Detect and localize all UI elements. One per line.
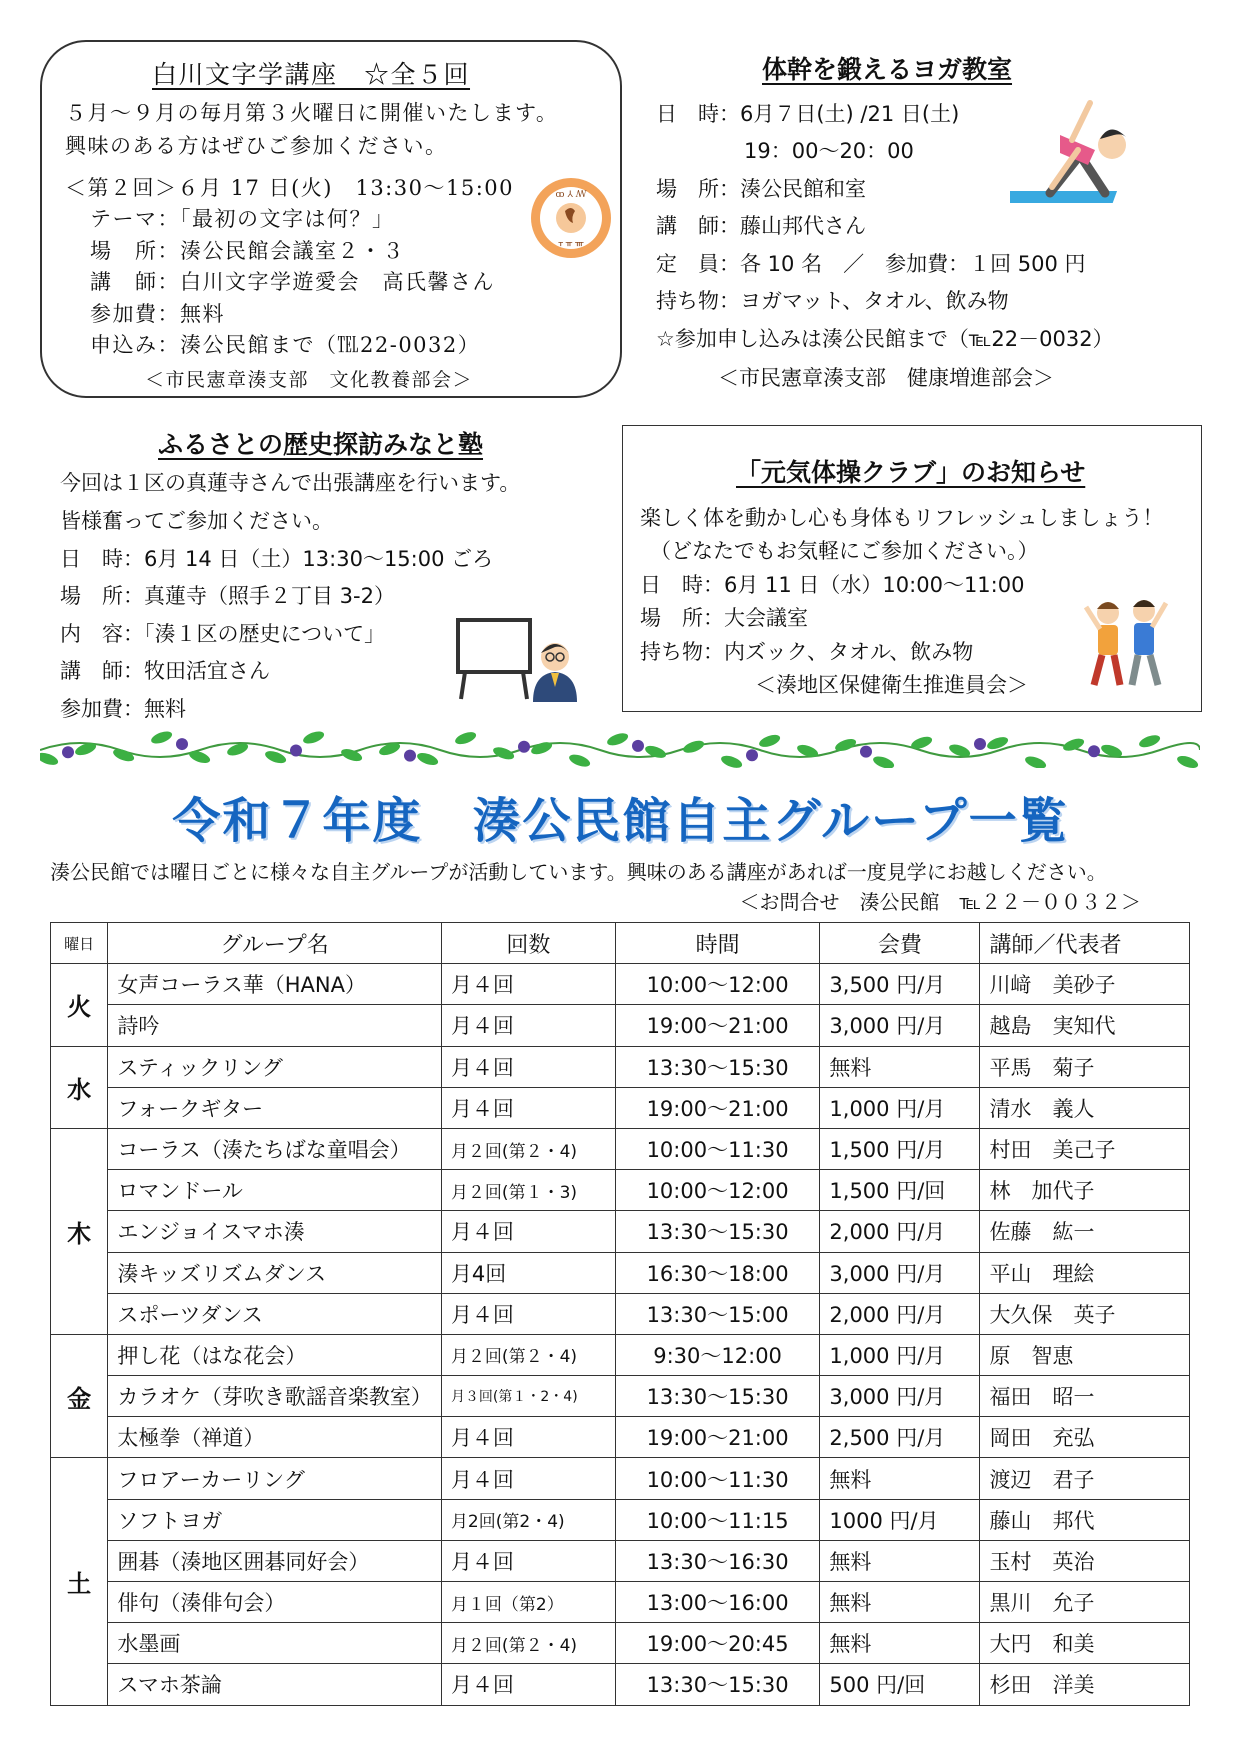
count-cell: 月４回 — [441, 1005, 615, 1046]
vine-leaf — [1138, 733, 1162, 750]
leader-cell: 佐藤 紘一 — [980, 1211, 1190, 1252]
yoga-line: ＜市民憲章湊支部 健康増進部会＞ — [718, 366, 1054, 390]
group-name-cell: 女声コーラス華（HANA） — [108, 964, 442, 1005]
shirakawa-line: 参加費：無料 — [90, 302, 225, 326]
time-cell: 13:30～16:30 — [615, 1540, 820, 1581]
group-name-cell: スポーツダンス — [108, 1293, 442, 1334]
leader-cell: 平馬 菊子 — [980, 1046, 1190, 1087]
time-cell: 13:30～15:30 — [615, 1376, 820, 1417]
yoga-line: 講 師：藤山邦代さん — [656, 214, 866, 238]
time-cell: 13:30～15:00 — [615, 1293, 820, 1334]
shirakawa-line: ＜第２回＞６月 17 日(火) 13:30～15:00 — [65, 176, 514, 200]
yoga-person-icon — [1010, 95, 1140, 207]
group-name-cell: スティックリング — [108, 1046, 442, 1087]
group-name-cell: 押し花（はな花会） — [108, 1334, 442, 1375]
header-group: グループ名 — [108, 923, 442, 964]
table-row — [51, 1087, 1190, 1128]
genki-line: 持ち物：内ズック、タオル、飲み物 — [640, 640, 974, 664]
group-name-cell: カラオケ（芽吹き歌謡音楽教室） — [108, 1376, 442, 1417]
vine-flower — [404, 750, 416, 762]
time-cell: 19:00～21:00 — [615, 1087, 820, 1128]
table-row — [51, 1005, 1190, 1046]
leader-cell: 黒川 允子 — [980, 1582, 1190, 1623]
vine-flower — [860, 746, 872, 758]
vine-leaf — [1176, 754, 1200, 768]
vine-leaf — [720, 753, 744, 768]
fee-cell: 1,000 円/月 — [820, 1087, 980, 1128]
count-cell: 月２回(第２・4) — [441, 1334, 615, 1375]
count-cell: 月2回(第2・4) — [441, 1499, 615, 1540]
table-row — [51, 1623, 1190, 1664]
shirakawa-line: ＜市民憲章湊支部 文化教養部会＞ — [145, 369, 474, 391]
vine-leaf — [758, 732, 782, 749]
table-row — [51, 1252, 1190, 1293]
history-line: 場 所：真蓮寺（照手２丁目 3-2） — [60, 584, 395, 608]
count-cell: 月４回 — [441, 1664, 615, 1705]
time-cell: 19:00～20:45 — [615, 1623, 820, 1664]
table-row — [51, 1582, 1190, 1623]
header-leader: 講師／代表者 — [980, 923, 1190, 964]
exercising-people-icon — [1080, 595, 1170, 690]
yoga-line: 場 所：湊公民館和室 — [656, 177, 866, 201]
count-cell: 月４回 — [441, 1087, 615, 1128]
leader-cell: 原 智恵 — [980, 1334, 1190, 1375]
vine-flower — [746, 749, 758, 761]
leader-cell: 岡田 充弘 — [980, 1417, 1190, 1458]
day-cell: 金 — [51, 1334, 108, 1458]
table-row — [51, 1293, 1190, 1334]
leader-cell: 玉村 英治 — [980, 1540, 1190, 1581]
day-cell: 火 — [51, 964, 108, 1046]
groups-title: 令和７年度 湊公民館自主グループ一覧 — [172, 793, 1069, 849]
time-cell: 10:00～11:15 — [615, 1499, 820, 1540]
groups-contact: ＜お問合せ 湊公民館 ℡２２－００３２＞ — [739, 890, 1141, 914]
vine-leaf — [682, 738, 706, 755]
table-row — [51, 1417, 1190, 1458]
time-cell: 9:30～12:00 — [615, 1334, 820, 1375]
table-row — [51, 1540, 1190, 1581]
vine-flower — [290, 745, 302, 757]
table-row — [51, 964, 1190, 1005]
groups-table — [50, 922, 1190, 1706]
table-row — [51, 1170, 1190, 1211]
fee-cell: 1,500 円/月 — [820, 1128, 980, 1169]
count-cell: 月２回(第２・4) — [441, 1623, 615, 1664]
count-cell: 月１回（第2） — [441, 1582, 615, 1623]
leader-cell: 林 加代子 — [980, 1170, 1190, 1211]
shirakawa-line: テーマ：「最初の文字は何？」 — [90, 207, 395, 231]
table-row — [51, 1211, 1190, 1252]
leader-cell: 杉田 洋美 — [980, 1664, 1190, 1705]
genki-line: 楽しく体を動かし心も身体もリフレッシュしましょう！ — [640, 506, 1164, 530]
svg-text:ꝏ ⅄ ꟿ: ꝏ ⅄ ꟿ — [555, 190, 587, 200]
header-fee: 会費 — [820, 923, 980, 964]
leader-cell: 渡辺 君子 — [980, 1458, 1190, 1499]
table-row — [51, 1499, 1190, 1540]
time-cell: 13:00～16:00 — [615, 1582, 820, 1623]
teacher-board-icon — [455, 617, 580, 702]
history-line: 内 容：「湊１区の歴史について」 — [60, 622, 386, 646]
day-cell: 木 — [51, 1128, 108, 1334]
vine-leaf — [530, 740, 554, 757]
header-count: 回数 — [441, 923, 615, 964]
day-cell: 土 — [51, 1458, 108, 1705]
leader-cell: 福田 昭一 — [980, 1376, 1190, 1417]
group-name-cell: 詩吟 — [108, 1005, 442, 1046]
count-cell: 月4回 — [441, 1252, 615, 1293]
vine-leaf — [492, 745, 516, 762]
group-name-cell: 俳句（湊俳句会） — [108, 1582, 442, 1623]
yoga-title: 体幹を鍛えるヨガ教室 — [762, 55, 1013, 84]
vine-flower — [632, 740, 644, 752]
count-cell: 月４回 — [441, 1211, 615, 1252]
vine-leaf — [454, 730, 478, 747]
group-name-cell: コーラス（湊たちばな童唱会） — [108, 1128, 442, 1169]
time-cell: 10:00～11:30 — [615, 1128, 820, 1169]
table-row — [51, 1128, 1190, 1169]
time-cell: 19:00～21:00 — [615, 1417, 820, 1458]
vine-leaf — [568, 752, 592, 768]
yoga-line: ☆参加申し込みは湊公民館まで（℡22－0032） — [656, 327, 1114, 351]
time-cell: 13:30～15:30 — [615, 1664, 820, 1705]
history-line: 日 時：6月 14 日（土）13:30～15:00 ごろ — [60, 547, 494, 571]
shirakawa-line: 場 所：湊公民館会議室２・３ — [90, 239, 405, 263]
time-cell: 19:00～21:00 — [615, 1005, 820, 1046]
vine-flower — [518, 741, 530, 753]
fee-cell: 2,000 円/月 — [820, 1211, 980, 1252]
leader-cell: 藤山 邦代 — [980, 1499, 1190, 1540]
yoga-line: 定 員：各 10 名 ／ 参加費：１回 500 円 — [656, 252, 1086, 276]
vine-leaf — [606, 731, 630, 748]
table-row — [51, 1458, 1190, 1499]
group-name-cell: エンジョイスマホ湊 — [108, 1211, 442, 1252]
fee-cell: 1,500 円/回 — [820, 1170, 980, 1211]
count-cell: 月４回 — [441, 1417, 615, 1458]
fee-cell: 500 円/回 — [820, 1664, 980, 1705]
count-cell: 月４回 — [441, 1046, 615, 1087]
history-line: 参加費：無料 — [60, 697, 186, 721]
vine-flower — [974, 738, 986, 750]
time-cell: 10:00～12:00 — [615, 964, 820, 1005]
fee-cell: 無料 — [820, 1582, 980, 1623]
vine-leaf — [416, 751, 440, 768]
day-cell: 水 — [51, 1046, 108, 1128]
fee-cell: 無料 — [820, 1623, 980, 1664]
fee-cell: 1000 円/月 — [820, 1499, 980, 1540]
header-day: 曜日 — [51, 923, 108, 964]
fee-cell: 2,000 円/月 — [820, 1293, 980, 1334]
genki-line: 日 時：6月 11 日（水）10:00～11:00 — [640, 573, 1025, 597]
group-name-cell: スマホ茶論 — [108, 1664, 442, 1705]
count-cell: 月４回 — [441, 964, 615, 1005]
vine-leaf — [40, 750, 60, 767]
svg-text:ᚁ ᚂ ᚃ: ᚁ ᚂ ᚃ — [558, 238, 584, 248]
vine-leaf — [872, 754, 896, 768]
vine-decoration — [40, 728, 1200, 768]
genki-line: ＜湊地区保健衛生推進員会＞ — [755, 673, 1028, 697]
leader-cell: 清水 義人 — [980, 1087, 1190, 1128]
shirakawa-title: 白川文字学講座 ☆全５回 — [152, 60, 471, 89]
group-name-cell: フォークギター — [108, 1087, 442, 1128]
fee-cell: 1,000 円/月 — [820, 1334, 980, 1375]
genki-title: 「元気体操クラブ」のお知らせ — [736, 458, 1086, 487]
yoga-line: 日 時：6月７日(土) /21 日(土) — [656, 102, 960, 126]
fee-cell: 3,000 円/月 — [820, 1376, 980, 1417]
fee-cell: 2,500 円/月 — [820, 1417, 980, 1458]
vine-leaf — [150, 729, 174, 746]
time-cell: 16:30～18:00 — [615, 1252, 820, 1293]
vine-flower — [1088, 745, 1100, 757]
table-row — [51, 1046, 1190, 1087]
genki-line: （どなたでもお気軽にご参加ください。） — [650, 539, 1039, 563]
leader-cell: 大久保 英子 — [980, 1293, 1190, 1334]
history-line: 皆様奮ってご参加ください。 — [60, 509, 333, 533]
table-header-row — [51, 923, 1190, 964]
table-row — [51, 1376, 1190, 1417]
shirakawa-seal-icon — [528, 175, 614, 261]
group-name-cell: ソフトヨガ — [108, 1499, 442, 1540]
time-cell: 10:00～12:00 — [615, 1170, 820, 1211]
leader-cell: 平山 理絵 — [980, 1252, 1190, 1293]
group-name-cell: 水墨画 — [108, 1623, 442, 1664]
fee-cell: 無料 — [820, 1046, 980, 1087]
count-cell: 月２回(第２・4) — [441, 1128, 615, 1169]
time-cell: 13:30～15:30 — [615, 1046, 820, 1087]
leader-cell: 越島 実知代 — [980, 1005, 1190, 1046]
fee-cell: 無料 — [820, 1458, 980, 1499]
vine-flower — [176, 738, 188, 750]
fee-cell: 3,000 円/月 — [820, 1252, 980, 1293]
leader-cell: 川﨑 美砂子 — [980, 964, 1190, 1005]
shirakawa-line: 興味のある方はぜひご参加ください。 — [65, 134, 448, 158]
genki-line: 場 所：大会議室 — [640, 606, 808, 630]
history-title: ふるさとの歴史探訪みなと塾 — [158, 430, 484, 459]
shirakawa-line: 講 師：白川文字学遊愛会 高氏馨さん — [90, 270, 495, 294]
leader-cell: 大円 和美 — [980, 1623, 1190, 1664]
count-cell: 月４回 — [441, 1458, 615, 1499]
count-cell: 月４回 — [441, 1540, 615, 1581]
header-time: 時間 — [615, 923, 820, 964]
group-name-cell: ロマンドール — [108, 1170, 442, 1211]
group-name-cell: 太極拳（禅道） — [108, 1417, 442, 1458]
yoga-line: 19：00～20：00 — [744, 139, 914, 163]
groups-intro: 湊公民館では曜日ごとに様々な自主グループが活動しています。興味のある講座があれば一度見学にお越しください。 — [50, 860, 1107, 884]
group-name-cell: 湊キッズリズムダンス — [108, 1252, 442, 1293]
history-line: 講 師：牧田活宜さん — [60, 659, 270, 683]
count-cell: 月４回 — [441, 1293, 615, 1334]
fee-cell: 無料 — [820, 1540, 980, 1581]
table-row — [51, 1334, 1190, 1375]
fee-cell: 3,500 円/月 — [820, 964, 980, 1005]
count-cell: 月２回(第１・3) — [441, 1170, 615, 1211]
vine-leaf — [644, 743, 668, 760]
fee-cell: 3,000 円/月 — [820, 1005, 980, 1046]
shirakawa-line: 申込み：湊公民館まで（℡22-0032） — [90, 333, 481, 357]
table-row — [51, 1664, 1190, 1705]
time-cell: 13:30～15:30 — [615, 1211, 820, 1252]
vine-leaf — [1024, 754, 1048, 768]
vine-flower — [62, 746, 74, 758]
time-cell: 10:00～11:30 — [615, 1458, 820, 1499]
group-name-cell: フロアーカーリング — [108, 1458, 442, 1499]
history-line: 今回は１区の真蓮寺さんで出張講座を行います。 — [60, 471, 521, 495]
vine-leaf — [302, 729, 326, 746]
leader-cell: 村田 美己子 — [980, 1128, 1190, 1169]
count-cell: 月３回(第１・2・4) — [441, 1376, 615, 1417]
shirakawa-line: ５月～９月の毎月第３火曜日に開催いたします。 — [65, 101, 559, 125]
group-name-cell: 囲碁（湊地区囲碁同好会） — [108, 1540, 442, 1581]
yoga-line: 持ち物：ヨガマット、タオル、飲み物 — [656, 289, 1009, 313]
